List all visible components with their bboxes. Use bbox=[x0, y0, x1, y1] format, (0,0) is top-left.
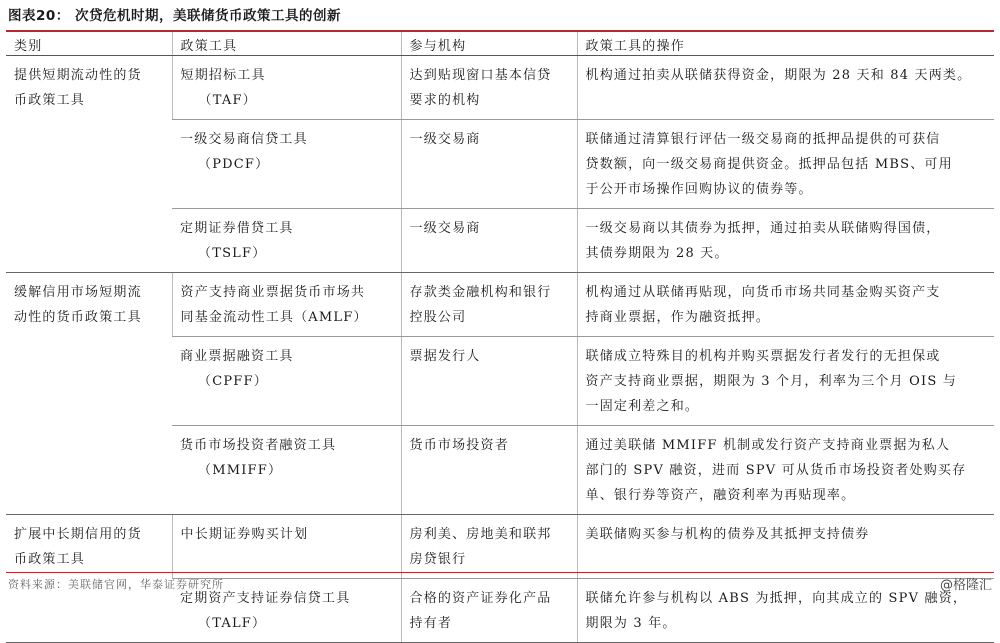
operation-line: 联储通过清算银行评估一级交易商的抵押品提供的可获信 bbox=[585, 132, 941, 147]
tool-abbr: （TAF） bbox=[198, 93, 257, 108]
header-operation: 政策工具的操作 bbox=[577, 32, 994, 56]
tool-cell bbox=[172, 56, 401, 120]
category-cell bbox=[6, 56, 172, 273]
table-row bbox=[6, 273, 994, 337]
operation-line: 通过美联储 MMIFF 机制或发行资产支持商业票据为私人 bbox=[585, 438, 951, 453]
table-header-row bbox=[6, 32, 994, 56]
operation-cell bbox=[577, 56, 994, 120]
tool-abbr: （TSLF） bbox=[198, 246, 267, 261]
category-line: 币政策工具 bbox=[14, 552, 86, 567]
operation-cell bbox=[577, 579, 994, 643]
category-line: 提供短期流动性的货 bbox=[14, 68, 142, 83]
policy-tools-table bbox=[6, 32, 994, 643]
institution-line: 一级交易商 bbox=[409, 132, 481, 147]
category-line: 动性的货币政策工具 bbox=[14, 310, 142, 325]
category-cell bbox=[6, 273, 172, 515]
category-line: 缓解信用市场短期流 bbox=[14, 285, 142, 300]
tool-cell bbox=[172, 273, 401, 337]
tool-cell bbox=[172, 426, 401, 515]
watermark: @格隆汇 bbox=[939, 578, 992, 593]
source-note: 资料来源：美联储官网，华泰证券研究所 bbox=[8, 578, 224, 591]
tool-abbr: （TALF） bbox=[198, 616, 267, 631]
institution-line: 达到贴现窗口基本信贷 bbox=[409, 68, 552, 83]
institution-line: 一级交易商 bbox=[409, 221, 481, 236]
institution-cell bbox=[401, 337, 577, 426]
operation-line: 一级交易商以其债券为抵押，通过拍卖从联储购得国债， bbox=[585, 221, 941, 236]
tool-abbr: （MMIFF） bbox=[198, 463, 283, 478]
institution-line: 票据发行人 bbox=[409, 349, 481, 364]
tool-cell bbox=[172, 120, 401, 209]
tool-name: 短期招标工具 bbox=[180, 68, 266, 83]
category-line: 扩展中长期信用的货 bbox=[14, 527, 142, 542]
operation-cell bbox=[577, 426, 994, 515]
header-institution: 参与机构 bbox=[401, 32, 577, 56]
institution-line: 控股公司 bbox=[409, 310, 467, 325]
operation-cell bbox=[577, 515, 994, 579]
tool-name: 定期资产支持证券信贷工具 bbox=[180, 591, 351, 606]
tool-name: 货币市场投资者融资工具 bbox=[180, 438, 337, 453]
institution-line: 房利美、房地美和联邦 bbox=[409, 527, 552, 542]
header-category: 类别 bbox=[6, 32, 172, 56]
header-tool: 政策工具 bbox=[172, 32, 401, 56]
figure-title: 图表20： 次贷危机时期，美联储货币政策工具的创新 bbox=[8, 8, 341, 24]
institution-cell bbox=[401, 120, 577, 209]
institution-cell bbox=[401, 209, 577, 273]
institution-line: 要求的机构 bbox=[409, 93, 481, 108]
operation-cell bbox=[577, 337, 994, 426]
tool-name: 一级交易商信贷工具 bbox=[180, 132, 308, 147]
operation-cell bbox=[577, 273, 994, 337]
institution-cell bbox=[401, 515, 577, 579]
operation-line: 期限为 3 年。 bbox=[585, 616, 677, 631]
operation-line: 联储允许参与机构以 ABS 为抵押，向其成立的 SPV 融资， bbox=[585, 591, 968, 606]
operation-line: 一固定利差之和。 bbox=[585, 399, 700, 414]
operation-line: 机构通过拍卖从联储获得资金，期限为 28 天和 84 天两类。 bbox=[585, 68, 972, 83]
operation-line: 于公开市场操作回购协议的债券等。 bbox=[585, 182, 813, 197]
institution-cell bbox=[401, 426, 577, 515]
institution-line: 持有者 bbox=[409, 616, 453, 631]
bottom-rule bbox=[6, 572, 994, 573]
operation-line: 持商业票据，作为融资抵押。 bbox=[585, 310, 771, 325]
institution-line: 房贷银行 bbox=[409, 552, 467, 567]
tool-name-cont: 同基金流动性工具（AMLF） bbox=[180, 310, 368, 325]
institution-cell bbox=[401, 56, 577, 120]
operation-line: 贷数额，向一级交易商提供资金。抵押品包括 MBS、可用 bbox=[585, 157, 953, 172]
table-row bbox=[6, 56, 994, 120]
tool-cell bbox=[172, 337, 401, 426]
operation-cell bbox=[577, 120, 994, 209]
category-line: 币政策工具 bbox=[14, 93, 86, 108]
institution-cell bbox=[401, 273, 577, 337]
institution-line: 合格的资产证券化产品 bbox=[409, 591, 552, 606]
operation-line: 美联储购买参与机构的债券及其抵押支持债券 bbox=[585, 527, 870, 542]
institution-line: 存款类金融机构和银行 bbox=[409, 285, 552, 300]
tool-name: 商业票据融资工具 bbox=[180, 349, 294, 364]
tool-cell bbox=[172, 515, 401, 579]
tool-cell bbox=[172, 209, 401, 273]
operation-line: 单、银行券等资产，融资利率为再贴现率。 bbox=[585, 488, 856, 503]
operation-line: 资产支持商业票据，期限为 3 个月，利率为三个月 OIS 与 bbox=[585, 374, 957, 389]
tool-abbr: （PDCF） bbox=[198, 157, 270, 172]
operation-line: 部门的 SPV 融资，进而 SPV 可从货币市场投资者处购买存 bbox=[585, 463, 967, 478]
tool-name: 资产支持商业票据货币市场共 bbox=[180, 285, 366, 300]
operation-line: 联储成立特殊目的机构并购买票据发行者发行的无担保或 bbox=[585, 349, 941, 364]
operation-line: 机构通过从联储再贴现，向货币市场共同基金购买资产支 bbox=[585, 285, 941, 300]
institution-cell bbox=[401, 579, 577, 643]
institution-line: 货币市场投资者 bbox=[409, 438, 509, 453]
tool-name: 中长期证券购买计划 bbox=[180, 527, 309, 542]
tool-name: 定期证券借贷工具 bbox=[180, 221, 294, 236]
operation-line: 其债券期限为 28 天。 bbox=[585, 246, 729, 261]
tool-abbr: （CPFF） bbox=[198, 374, 268, 389]
operation-cell bbox=[577, 209, 994, 273]
table-row bbox=[6, 515, 994, 579]
